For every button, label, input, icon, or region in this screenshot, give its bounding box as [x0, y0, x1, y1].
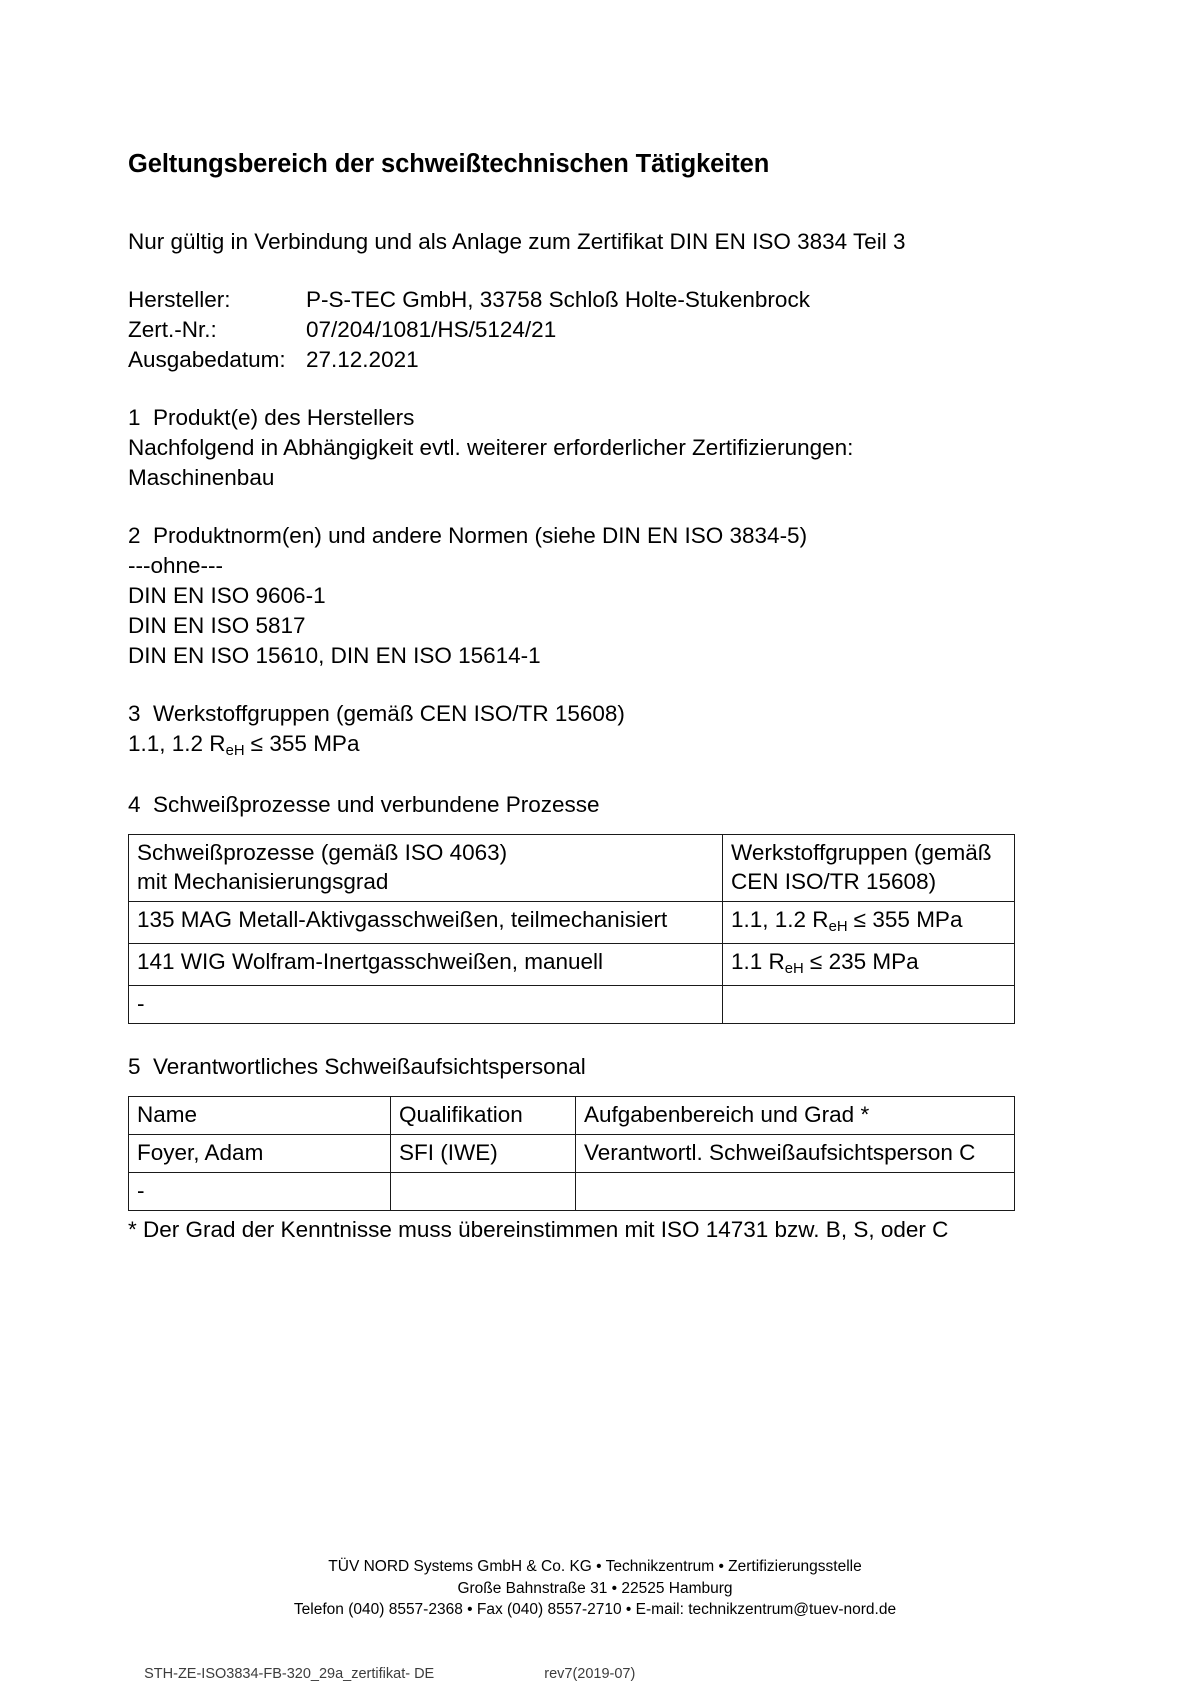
cell-name: -: [129, 1173, 391, 1211]
cert-no-label: Zert.-Nr.:: [128, 317, 217, 343]
footer-contact-line: Telefon (040) 8557-2368 • Fax (040) 8557-2710 • E-mail: technikzentrum@tuev-nord.de: [293, 1601, 897, 1618]
document-body: [128, 150, 1014, 1245]
certificate-meta-table: [128, 285, 810, 375]
table-header-row: [129, 1097, 1015, 1135]
header-processes-line-1: Schweißprozesse (gemäß ISO 4063): [137, 840, 508, 866]
page-title: Geltungsbereich der schweißtechnischen Tätigkeiten: [128, 150, 770, 178]
meta-row-issue-date: [128, 345, 810, 375]
section-1-line-1: Nachfolgend in Abhängigkeit evtl. weiterer erforderlicher Zertifizierungen:: [128, 435, 854, 461]
section-4-heading: 4 Schweißprozesse und verbundene Prozesse: [128, 792, 600, 818]
section-5-heading: 5 Verantwortliches Schweißaufsichtspersonal: [128, 1054, 586, 1080]
section-5-footnote: * Der Grad der Kenntnisse muss übereinstimmen mit ISO 14731 bzw. B, S, oder C: [128, 1217, 949, 1243]
section-3-material-groups: [128, 729, 1014, 762]
section-1-line-2: Maschinenbau: [128, 465, 275, 491]
validity-note: Nur gültig in Verbindung und als Anlage zum Zertifikat DIN EN ISO 3834 Teil 3: [128, 229, 906, 255]
section-3-heading: 3 Werkstoffgruppen (gemäß CEN ISO/TR 15608): [128, 701, 625, 727]
section-1-heading: 1 Produkt(e) des Herstellers: [128, 405, 415, 431]
material-suffix: ≤ 235 MPa: [803, 949, 919, 975]
welding-processes-table: [128, 834, 1015, 1024]
issue-date-label: Ausgabedatum:: [128, 347, 286, 373]
table-row: [129, 1135, 1015, 1173]
manufacturer-value: P-S-TEC GmbH, 33758 Schloß Holte-Stukenbrock: [306, 287, 810, 313]
material-group-subscript: eH: [225, 743, 245, 760]
material-group-prefix: 1.1, 1.2 R: [128, 731, 226, 757]
document-revision: rev7(2019-07): [544, 1666, 636, 1682]
document-id-line: [128, 1646, 1028, 1684]
material-prefix: 1.1, 1.2 R: [731, 907, 829, 933]
meta-row-cert-no: [128, 315, 810, 345]
footer-address-line: Große Bahnstraße 31 • 22525 Hamburg: [457, 1579, 733, 1597]
header-cell-responsibility: Aufgabenbereich und Grad *: [576, 1097, 1015, 1135]
cell-material-group: [723, 902, 1015, 944]
header-processes-line-2: mit Mechanisierungsgrad: [137, 869, 389, 895]
table-row: [129, 902, 1015, 944]
manufacturer-label: Hersteller:: [128, 287, 231, 313]
section-2-line-3: DIN EN ISO 5817: [128, 613, 306, 639]
cell-process: 141 WIG Wolfram-Inertgasschweißen, manuell: [129, 944, 723, 986]
cell-material-group: [723, 986, 1015, 1024]
cell-process: 135 MAG Metall-Aktivgasschweißen, teilmechanisiert: [129, 902, 723, 944]
header-material-line-2: CEN ISO/TR 15608): [731, 869, 937, 895]
issue-date-value: 27.12.2021: [306, 347, 419, 373]
cert-no-value: 07/204/1081/HS/5124/21: [306, 317, 557, 343]
header-material-line-1: Werkstoffgruppen (gemäß: [731, 840, 992, 866]
header-cell-processes: [129, 835, 723, 902]
header-cell-name: Name: [129, 1097, 391, 1135]
table-row: [129, 944, 1015, 986]
section-2-line-4: DIN EN ISO 15610, DIN EN ISO 15614-1: [128, 643, 541, 669]
section-2-line-1: ---ohne---: [128, 553, 224, 579]
table-row: [129, 1173, 1015, 1211]
cell-responsibility: Verantwortl. Schweißaufsichtsperson C: [576, 1135, 1015, 1173]
table-row: [129, 986, 1015, 1024]
table-header-row: [129, 835, 1015, 902]
meta-row-manufacturer: [128, 285, 810, 315]
cell-qualification: SFI (IWE): [391, 1135, 576, 1173]
section-2-heading: 2 Produktnorm(en) und andere Normen (siehe DIN EN ISO 3834-5): [128, 523, 808, 549]
header-cell-qualification: Qualifikation: [391, 1097, 576, 1135]
section-2-line-2: DIN EN ISO 9606-1: [128, 583, 326, 609]
material-group-suffix: ≤ 355 MPa: [244, 731, 360, 757]
material-subscript: eH: [828, 919, 848, 936]
document-form-id: STH-ZE-ISO3834-FB-320_29a_zertifikat- DE: [144, 1666, 435, 1682]
cell-name: Foyer, Adam: [129, 1135, 391, 1173]
header-cell-material-groups: [723, 835, 1015, 902]
footer-company-line: TÜV NORD Systems GmbH & Co. KG • Technikzentrum • Zertifizierungsstelle: [328, 1558, 862, 1575]
material-subscript: eH: [784, 961, 804, 978]
material-prefix: 1.1 R: [731, 949, 785, 975]
cell-process: -: [129, 986, 723, 1024]
cell-material-group: [723, 944, 1015, 986]
page-footer: [0, 1556, 1190, 1621]
material-suffix: ≤ 355 MPa: [847, 907, 963, 933]
welding-supervisors-table: [128, 1096, 1015, 1211]
cell-qualification: [391, 1173, 576, 1211]
cell-responsibility: [576, 1173, 1015, 1211]
